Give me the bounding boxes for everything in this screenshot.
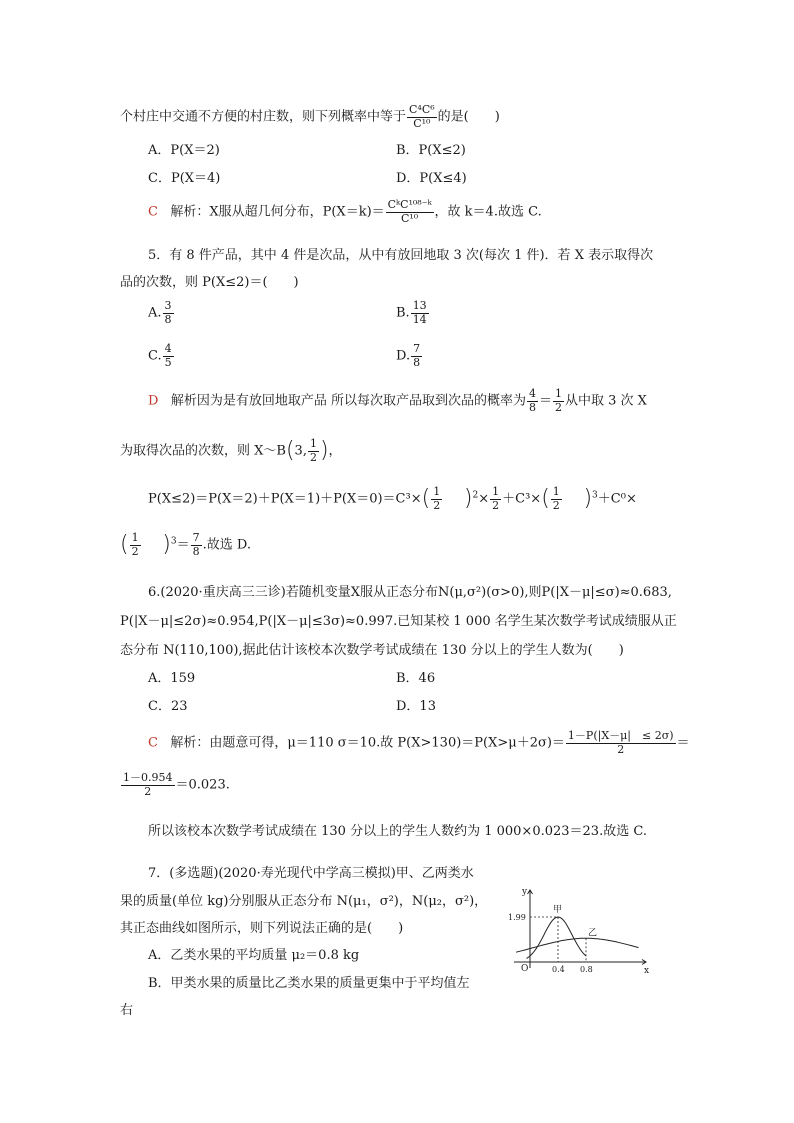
q5-answer-text-b: 从中取 3 次 X (565, 393, 647, 409)
q4-answer-text-a: 解析：X服从超几何分布，P(X＝k)＝ (170, 204, 385, 220)
frac-den: 5 (164, 355, 172, 369)
frac-num: 3 (164, 299, 172, 312)
q5-c-label: C. (148, 348, 162, 364)
q6-stem-line2: P(|X－μ|≤2σ)≈0.954,P(|X－μ|≤3σ)≈0.997.已知某校 1 000 名学生某次数学考试成绩服从正 (120, 614, 677, 629)
q5-d-fraction (411, 343, 422, 369)
series-label-yi: 乙 (588, 928, 598, 939)
q5-answer-line1 (148, 388, 647, 414)
q5-answer3-fraction-3 (551, 486, 562, 512)
chart-curves (516, 917, 639, 962)
q5-a-label: A. (148, 305, 162, 321)
frac-den: 2 (555, 400, 562, 414)
frac-den: 2 (433, 498, 441, 512)
x-tick-label-2: 0.8 (580, 965, 593, 974)
frac-den: C¹⁰ (400, 211, 419, 225)
q4-answer-letter: C (148, 204, 158, 220)
q6-stem-line1: 6.(2020·重庆高三三诊)若随机变量X服从正态分布N(μ,σ²)(σ>0),则P(|X－μ|≤σ)≈0.683, (148, 585, 672, 600)
q5-answer4-fraction-2 (191, 532, 202, 558)
q4-stem-fraction (407, 104, 437, 130)
q4-answer-fraction (386, 199, 434, 225)
q5-answer-line4: ( $\frac{1}{2}$ )$^3$＝ $\frac{7}{8}$ .故选 D. (120, 531, 251, 558)
q5-times: × (478, 491, 490, 507)
frac-den: 2 (552, 498, 560, 512)
q5-answer-letter: D (148, 393, 159, 409)
q5-stem-line2: 品的次数，则 P(X≤2)＝( ) (120, 275, 299, 290)
q5-option-d (396, 343, 423, 369)
frac-num: 7 (192, 531, 200, 545)
q7-option-b-line1: B．甲类水果的质量比乙类水果的质量更集中于平均值左 (148, 976, 470, 991)
q6-answer-line1 (148, 730, 690, 756)
frac-num: C⁴C⁶ (409, 103, 435, 116)
q6-stem-line3: 态分布 N(110,100),据此估计该校本次数学考试成绩在 130 分以上的学生人数为( ) (120, 643, 624, 658)
q5-answer4-text-b: .故选 D. (202, 537, 251, 553)
y-axis-label: y (522, 887, 528, 897)
q5-prob-fraction-2 (553, 388, 564, 414)
frac-den: C¹⁰ (413, 116, 431, 130)
q5-d-label: D. (396, 348, 411, 364)
q5-answer2-text-b: ， (328, 443, 342, 459)
frac-den: 8 (528, 400, 536, 414)
q6-option-a: A．159 (148, 671, 196, 686)
q5-stem-line1: 5．有 8 件产品，其中 4 件是次品，从中有放回地取 3 次(每次 1 件)．若 X 表示取得次 (148, 248, 654, 263)
q7-stem-line3: 其正态曲线如图所示，则下列说法正确的是( ) (120, 921, 404, 936)
q5-b-fraction (411, 300, 429, 326)
q5-c-fraction (163, 343, 174, 369)
q6-answer-fraction-1 (566, 730, 676, 756)
chart-axes (514, 890, 646, 968)
q6-answer-text-a: 解析：由题意可得，μ＝110 σ＝10.故 P(X>130)＝P(X>μ＋2σ)＝ (170, 735, 565, 751)
frac-num: 1 (492, 485, 500, 499)
q5-answer4-fraction-1 (130, 532, 141, 558)
series-label-jia: 甲 (553, 905, 563, 915)
q5-answer3-fraction-1 (431, 486, 442, 512)
q4-option-a: A．P(X＝2) (148, 143, 220, 158)
normal-curves-chart (508, 884, 654, 974)
chart-labels (508, 887, 649, 974)
q6-answer-fraction-2 (121, 772, 175, 798)
frac-den: 2 (144, 784, 152, 798)
q6-option-d: D．13 (396, 699, 436, 714)
q6-answer2-text: ＝0.023. (175, 777, 230, 793)
q5-answer-line3: P(X≤2)＝P(X＝2)＋P(X＝1)＋P(X＝0)＝C³×( $\frac{1}{2}$ )$^2$× $\frac{1}{2}$ ＋C³×( $\frac{1}{2}$ )$^3$＋C⁰× (148, 485, 637, 512)
q4-stem-text-b: 的是( ) (437, 109, 500, 125)
q7-stem-line1: 7．(多选题)(2020·寿光现代中学高三模拟)甲、乙两类水 (148, 866, 474, 881)
frac-num: 1－P(|X－μ| ≤ 2σ) (567, 729, 674, 742)
curve-jia (527, 917, 587, 958)
frac-den: 2 (309, 450, 317, 464)
origin-label: O (521, 964, 529, 974)
q5-answer3-text-a: P(X≤2)＝P(X＝2)＋P(X＝1)＋P(X＝0)＝C³× (148, 491, 422, 507)
frac-num: 13 (412, 299, 427, 312)
q5-answer3-text-c: ＋C⁰× (597, 491, 637, 507)
q7-option-b-line2: 右 (120, 1003, 134, 1018)
q5-answer2-text-a: 为取得次品的次数，则 X～B (120, 443, 286, 459)
q5-answer3-fraction-2 (490, 486, 501, 512)
q6-answer-text-b: ＝ (676, 735, 690, 751)
q4-option-b: B．P(X≤2) (396, 143, 466, 158)
q6-option-b: B．46 (396, 671, 436, 686)
q5-option-b (396, 300, 430, 326)
frac-den: 2 (492, 498, 500, 512)
q4-stem-text-a: 个村庄中交通不方便的村庄数，则下列概率中等于 (120, 109, 407, 125)
q4-option-d: D．P(X≤4) (396, 171, 467, 186)
frac-den: 8 (192, 544, 200, 558)
q5-eq: ＝ (538, 393, 552, 409)
q4-answer-text-b: ，故 k＝4.故选 C. (434, 204, 542, 220)
frac-num: 4 (164, 342, 172, 355)
frac-num: 4 (528, 387, 536, 400)
q5-power-3b: 3 (170, 536, 177, 547)
frac-den: 8 (413, 355, 421, 369)
q5-answer-text-a: 解析因为是有放回地取产品 所以每次取产品取到次品的概率为 (170, 393, 526, 409)
q5-a-fraction (163, 300, 174, 326)
q5-answer-line2: 为取得次品的次数，则 X～B(3, $\frac{1}{2}$ )， (120, 437, 342, 464)
x-axis-label: x (644, 966, 650, 974)
frac-num: 1 (433, 485, 441, 499)
frac-num: 1－0.954 (123, 771, 173, 784)
frac-num: 1 (309, 437, 317, 451)
q5-power-3: 3 (592, 490, 598, 501)
q5-eq2: ＝ (176, 537, 190, 553)
q5-answer2-n: 3, (294, 443, 307, 459)
q4-answer (148, 199, 542, 225)
q5-power-2: 2 (472, 490, 479, 501)
q5-prob-fraction-1 (527, 388, 538, 414)
frac-num: 1 (131, 531, 139, 545)
q7-option-a: A．乙类水果的平均质量 μ₂＝0.8 kg (148, 948, 360, 963)
frac-num: 1 (552, 485, 560, 499)
q6-answer-letter: C (148, 735, 158, 751)
q6-answer-line3: 所以该校本次数学考试成绩在 130 分以上的学生人数约为 1 000×0.023＝23.故选 C. (148, 824, 647, 839)
q6-answer-line2 (120, 772, 230, 798)
y-tick-label: 1.99 (508, 913, 526, 922)
x-tick-label-1: 0.4 (552, 965, 565, 974)
q6-option-c: C．23 (148, 699, 188, 714)
q4-option-c: C．P(X＝4) (148, 171, 221, 186)
q7-stem-line2: 果的质量(单位 kg)分别服从正态分布 N(μ₁，σ²)，N(μ₂，σ²)， (120, 894, 488, 909)
frac-den: 2 (617, 742, 625, 756)
frac-den: 2 (131, 544, 139, 558)
q5-answer3-text-b: ＋C³× (502, 491, 542, 507)
frac-den: 14 (412, 312, 427, 326)
frac-num: CᵏC¹⁰⁸⁻ᵏ (387, 198, 432, 211)
q5-answer2-fraction (308, 438, 319, 464)
q4-stem (120, 104, 500, 130)
q5-option-a (148, 300, 175, 326)
q5-option-c (148, 343, 175, 369)
frac-num: 1 (555, 387, 562, 400)
frac-num: 7 (413, 342, 421, 355)
q5-b-label: B. (396, 305, 410, 321)
frac-den: 8 (164, 312, 172, 326)
